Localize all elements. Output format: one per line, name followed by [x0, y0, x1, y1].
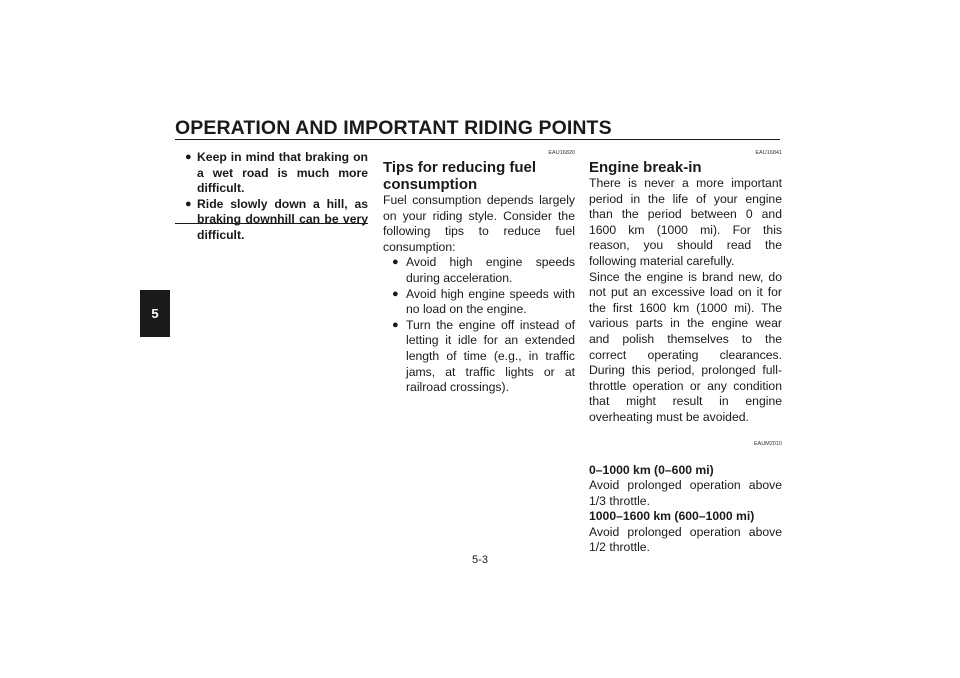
subsection-code: EAUM2010	[753, 440, 782, 447]
bullet-icon: ●	[392, 318, 399, 331]
column-middle	[383, 150, 575, 396]
paragraph: Since the engine is brand new, do not put an excessive load on it for the first 1600 km (1000 mi). The various parts in the engine wear and polish themselves to the correct operating clearances. During this period, prolonged full-throttle operation or any condition that might result in engine overheating must be avoided.	[589, 269, 782, 424]
bullet-icon: ●	[392, 256, 399, 269]
safety-list	[175, 150, 368, 244]
list-item	[383, 318, 575, 396]
column-left	[175, 150, 368, 244]
list-item	[383, 287, 575, 318]
subsection-title: 0–1000 km (0–600 mi)	[589, 462, 714, 477]
tip-text: Avoid high engine speeds with no load on the engine.	[406, 286, 575, 317]
bullet-icon: ●	[185, 197, 192, 210]
paragraph: There is never a more important period in the life of your engine than the period between 0 and 1600 km (1000 mi). For this reason, you should read the following material carefully.	[589, 176, 782, 268]
section-heading: Engine break-in	[589, 159, 702, 176]
safety-item-text: Ride slowly down a hill, as braking downhill can be very difficult.	[197, 196, 368, 242]
column-right	[589, 150, 782, 556]
list-item	[383, 255, 575, 286]
section-intro: Fuel consumption depends largely on your riding style. Consider the following tips to reduce fuel consumption:	[383, 193, 575, 254]
section-code: EAU16820	[548, 150, 575, 156]
subsection-text: Avoid prolonged operation above 1/3 throttle.	[589, 478, 782, 508]
list-item	[175, 197, 368, 244]
page-number: 5-3	[472, 554, 488, 566]
fuel-tips-list	[383, 255, 575, 395]
subsection-title: 1000–1600 km (600–1000 mi)	[589, 509, 755, 524]
tip-text: Avoid high engine speeds during acceleration.	[406, 255, 575, 285]
subsection-text: Avoid prolonged operation above 1/2 throttle.	[589, 524, 782, 555]
chapter-tab: 5	[140, 290, 170, 337]
page-header-title: OPERATION AND IMPORTANT RIDING POINTS	[175, 117, 612, 139]
section-code: EAU16841	[755, 150, 782, 156]
section-heading: Tips for reducing fuel consumption	[383, 159, 537, 193]
section-end-divider	[175, 223, 368, 224]
header-divider	[175, 139, 780, 140]
list-item	[175, 150, 368, 197]
bullet-icon: ●	[185, 151, 192, 163]
tip-text: Turn the engine off instead of letting it idle for an extended length of time (e.g., in traffic jams, at traffic lights or at railroad crossings).	[406, 317, 575, 395]
safety-item-text: Keep in mind that braking on a wet road is much more difficult.	[197, 150, 368, 196]
bullet-icon: ●	[392, 287, 399, 300]
